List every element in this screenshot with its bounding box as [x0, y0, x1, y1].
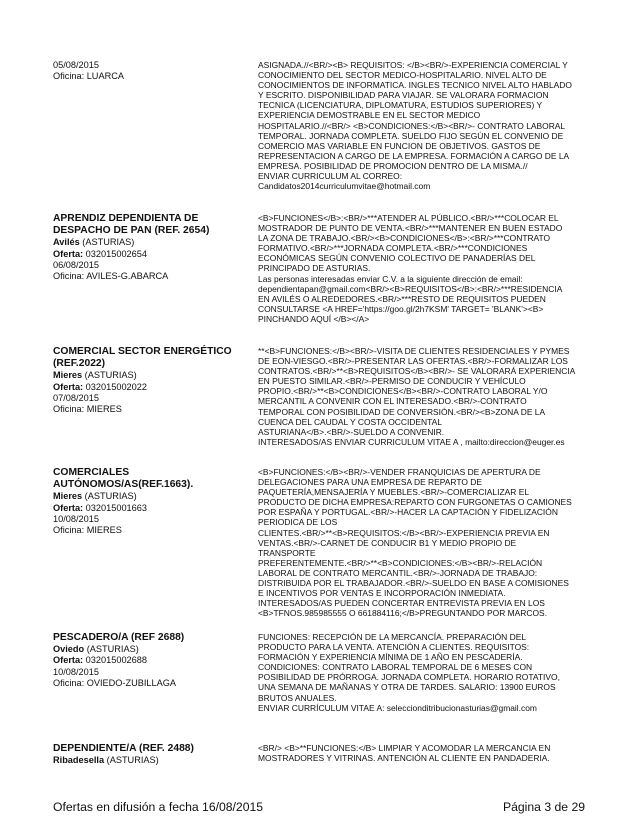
footer-date-note: Ofertas en difusión a fecha 16/08/2015 [53, 800, 264, 814]
location-town: Mieres [53, 491, 83, 502]
desc-line: Y ESCRITO. DISPONIBILIDAD PARA VIAJAR. SE VALORARA FORMACION [258, 90, 549, 101]
entry-date: 07/08/2015 [53, 392, 99, 403]
desc-line: <B>FUNCIONES</B>:<BR/>***ATENDER AL PÚBLICO.<BR/>***COLOCAR EL [258, 213, 559, 223]
entry-title: APRENDIZ DEPENDIENTA DE [53, 213, 199, 224]
entry-title: AUTÓNOMOS/AS(REF.1663). [53, 479, 194, 491]
entry-office: Oficina: AVILES-G.ABARCA [53, 271, 169, 282]
desc-line: POSIBILIDAD DE PRÓRROGA. JORNADA COMPLETA. HORARIO ROTATIVO, [258, 672, 560, 683]
offer-label: Oferta: [53, 655, 84, 666]
offer-number: 032015002022 [83, 381, 147, 392]
desc-line: PRODUCTO DE DICHA EMPRESA:REPARTO CON FURGONETAS O CAMIONES [258, 497, 572, 508]
location-region: (ASTURIAS) [84, 644, 139, 655]
desc-line: <BR/> <B>**FUNCIONES:</B> LIMPIAR Y ACOMODAR LA MERCANCIA EN [258, 743, 551, 753]
desc-line: CONOCIMIENTO DEL SECTOR MEDICO-HOSPITALARIO. NIVEL ALTO DE [258, 70, 547, 81]
entry-location [53, 644, 243, 655]
entry-date: 10/08/2015 [53, 513, 99, 524]
offer-number: 032015002654 [83, 248, 147, 259]
location-region: (ASTURIAS) [82, 370, 137, 381]
desc-line: POR ESPAÑA Y PORTUGAL.<BR/>-HACER LA CAPTACIÓN Y FIDELIZACIÓN [258, 507, 558, 518]
location-town: Avilés [53, 237, 80, 248]
entry-offer [53, 655, 243, 666]
desc-line: EN AVILÉS O ALREDEDORES.<BR/>***RESTO DE REQUISITOS PUEDEN [258, 293, 546, 304]
offer-label: Oferta: [53, 502, 84, 513]
location-region: (ASTURIAS) [104, 755, 159, 766]
offer-label: Oferta: [53, 248, 84, 259]
desc-line: COMERCIO MAS VARIABLE EN FUNCION DE OBJETIVOS. GASTOS DE [258, 140, 541, 151]
desc-line: ECONÓMICAS SEGÚN CONVENIO COLECTIVO DE PANADERÍAS DEL [258, 253, 536, 264]
desc-line: E INCENTIVOS POR VENTAS E INCORPORACIÓN INMEDIATA. [258, 588, 506, 599]
desc-line: DELEGACIONES PARA UNA EMPRESA DE REPARTO DE [258, 477, 482, 488]
entry-title: COMERCIALES [53, 467, 130, 478]
desc-line: LA ZONA DE TRABAJO.<BR/><B>CONDICIONES</B>:<BR/>***CONTRATO [258, 233, 551, 244]
desc-line: TECNICA (LICENCIATURA, DIPLOMATURA, ESTUDIOS SUPERIORES) Y [258, 100, 543, 111]
entry-location [53, 491, 243, 502]
entry-date: 05/08/2015 [53, 60, 99, 70]
entry-title: COMERCIAL SECTOR ENERGÉTICO [53, 346, 232, 357]
desc-line: MOSTRADOR DE PUNTO DE VENTA.<BR/>***MANTENER EN BUEN ESTADO [258, 223, 563, 234]
desc-line: CLIENTES.<BR/>**<B>REQUISITOS:</B><BR/>-EXPERIENCIA PREVIA EN [258, 527, 550, 538]
desc-line: PINCHANDO AQUÍ </B></A> [258, 313, 370, 324]
entry-offer [53, 249, 243, 260]
entry-office: Oficina: MIERES [53, 525, 122, 536]
entry-date: 06/08/2015 [53, 259, 99, 270]
entry-meta [53, 213, 243, 282]
desc-line: INTERESADOS/AS ENVIAR CURRICULUM VITAE A , mailto:direccion@euger.es [258, 436, 565, 447]
entry-description [258, 346, 588, 447]
desc-line: Candidatos2014curriculumvitae@hotmail.com [258, 181, 431, 192]
desc-line: CONDICIONES: CONTRATO LABORAL TEMPORAL DE 6 MESES CON [258, 662, 533, 673]
entry-description [258, 743, 588, 763]
desc-line: TRANSPORTE [258, 547, 316, 558]
desc-line: **<B>FUNCIONES:</B><BR/>-VISITA DE CLIENTES RESIDENCIALES Y PYMES [258, 346, 570, 356]
desc-line: PROPIO.<BR/>**<B>CONDICIONES</B><BR/>-CONTRATO LABORAL Y/O [258, 386, 548, 397]
desc-line: DISTRIBUIDA POR EL TRABAJADOR.<BR/>-SUELDO EN BASE A COMISIONES [258, 578, 569, 589]
entry-office: Oficina: OVIEDO-ZUBILLAGA [53, 677, 177, 688]
desc-line: <B>TFNOS.985985555 O 661884116;</B>PREGUNTANDO POR MARCOS. [258, 608, 548, 619]
entry-office: Oficina: MIERES [53, 404, 122, 415]
entry-title: (REF.2022) [53, 358, 106, 370]
desc-line: ASTURIANA</B>.<BR/>-SUELDO A CONVENIR. [258, 426, 445, 437]
desc-line: CUENCA DEL CAUDAL Y COSTA OCCIDENTAL [258, 416, 442, 427]
entry-meta [53, 632, 243, 689]
desc-line: PRODUCTO PARA LA VENTA. ATENCIÓN A CLIENTES. REQUISITOS: [258, 642, 530, 653]
desc-line: EN PUESTO SIMILAR.<BR/>-PERMISO DE CONDUCIR Y VEHÍCULO [258, 376, 526, 387]
footer-page-number: Página 3 de 29 [503, 800, 585, 814]
offer-number: 032015001663 [83, 502, 147, 513]
desc-line: FORMATIVO.<BR/>***JORNADA COMPLETA.<BR/>***CONDICIONES [258, 243, 528, 254]
entry-meta [53, 743, 243, 766]
entry-description [258, 467, 588, 618]
desc-line: ENVIAR CURRÍCULUM VITAE A: seleccionditribucionasturias@gmail.com [258, 702, 537, 713]
entry-location [53, 370, 243, 381]
entry-location [53, 237, 243, 248]
desc-line: CONTRATOS.<BR/>**<B>REQUISITOS</B><BR/>- SE VALORARÁ EXPERIENCIA [258, 366, 576, 377]
desc-line: CONOCIMIENTOS DE INFORMATICA. INGLES TECNICO NIVEL ALTO HABLADO [258, 80, 572, 91]
desc-line: <B>FUNCIONES:</B><BR/>-VENDER FRANQUICIAS DE APERTURA DE [258, 467, 541, 477]
desc-line: FORMACIÓN Y EXPERIENCIA MÍNIMA DE 1 AÑO EN PESCADERÍA. [258, 652, 523, 663]
entry-offer [53, 382, 243, 393]
entry-meta [53, 467, 243, 536]
entry-title: DESPACHO DE PAN (REF. 2654) [53, 225, 210, 237]
desc-line: PERIODICA DE LOS [258, 517, 338, 528]
desc-line: TEMPORAL. JORNADA COMPLETA. SUELDO FIJO SEGÚN EL CONVENIO DE [258, 130, 564, 141]
entry-meta [53, 60, 243, 82]
desc-line: ENVIAR CURRICULUM AL CORREO: [258, 171, 403, 182]
desc-line: PAQUETERÍA,MENSAJERÍA Y MUEBLES.<BR/>-COMERCIALIZAR EL [258, 487, 530, 498]
entry-location [53, 755, 243, 766]
entry-date: 10/08/2015 [53, 666, 99, 677]
desc-line: MERCANTIL A CONVENIR CON EL INTERESADO.<BR/>-CONTRATO [258, 396, 527, 407]
desc-line: MOSTRADORES Y VITRINAS. ANTENCIÓN AL CLIENTE EN PANDADERIA. [258, 753, 550, 764]
desc-line: PREFERENTEMENTE.<BR/>**<B>CONDICIONES:</B><BR/>-RELACIÓN [258, 557, 543, 568]
entry-meta [53, 346, 243, 415]
desc-line: EXPERIENCIA DEMOSTRABLE EN EL SECTOR MEDICO [258, 110, 481, 121]
desc-line: TEMPORAL CON POSIBILIDAD DE CONVERSIÓN.<BR/><B>ZONA DE LA [258, 406, 546, 417]
location-region: (ASTURIAS) [82, 491, 137, 502]
location-region: (ASTURIAS) [79, 237, 135, 248]
location-town: Oviedo [53, 644, 85, 655]
entry-description [258, 213, 588, 324]
desc-line: BRUTOS ANUALES. [258, 692, 337, 703]
entry-title: DEPENDIENTE/A (REF. 2488) [53, 743, 194, 754]
desc-line: EMPRESA. POSIBILIDAD DE PROMOCION DENTRO DE LA MISMA.// [258, 160, 528, 171]
desc-line: FUNCIONES: RECEPCIÓN DE LA MERCANCÍA. PREPARACIÓN DEL [258, 632, 527, 642]
entry-office: Oficina: LUARCA [53, 71, 124, 82]
entry-description [258, 632, 588, 713]
desc-line: VENTAS.<BR/>-CARNET DE CONDUCIR B1 Y MEDIO PROPIO DE [258, 537, 517, 548]
location-town: Mieres [53, 370, 83, 381]
desc-line: DE EON-VIESGO.<BR/>-PRESENTAR LAS OFERTAS.<BR/>-FORMALIZAR LOS [258, 356, 568, 367]
desc-line: LABORAL DE CONTRATO MERCANTIL.<BR/>-JORNADA DE TRABAJO: [258, 567, 538, 578]
desc-line: CONSULTARSE <A HREF='https://goo.gl/2h7KSM' TARGET= 'BLANK'><B> [258, 303, 544, 314]
desc-line: REPRESENTACION A CARGO DE LA EMPRESA. FORMACIÓN A CARGO DE LA [258, 150, 570, 161]
desc-line: ASIGNADA.//<BR/><B> REQUISITOS: </B><BR/>-EXPERIENCIA COMERCIAL Y [258, 60, 568, 70]
offer-label: Oferta: [53, 381, 84, 392]
desc-line: PRINCIPADO DE ASTURIAS. [258, 263, 371, 274]
desc-line: UNA SEMANA DE MAÑANAS Y OTRA DE TARDES. SALARIO: 13900 EUROS [258, 682, 556, 693]
desc-line: INTERESADOS/AS PUEDEN CONCERTAR ENTREVISTA PREVIA EN LOS [258, 598, 545, 609]
offer-number: 032015002688 [83, 655, 147, 666]
desc-line: Las personas interesadas enviar C.V. a la siguiente dirección de email: [258, 273, 523, 284]
desc-line: dependientapan@gmail.com<BR/><B>REQUISITOS</B>:<BR/>***RESIDENCIA [258, 283, 563, 294]
entry-offer [53, 503, 243, 514]
desc-line: HOSPITALARIO.//<BR/> <B>CONDICIONES:</B><BR/>- CONTRATO LABORAL [258, 120, 566, 131]
entry-description [258, 60, 588, 191]
entry-title: PESCADERO/A (REF 2688) [53, 632, 185, 643]
location-town: Ribadesella [53, 755, 105, 766]
